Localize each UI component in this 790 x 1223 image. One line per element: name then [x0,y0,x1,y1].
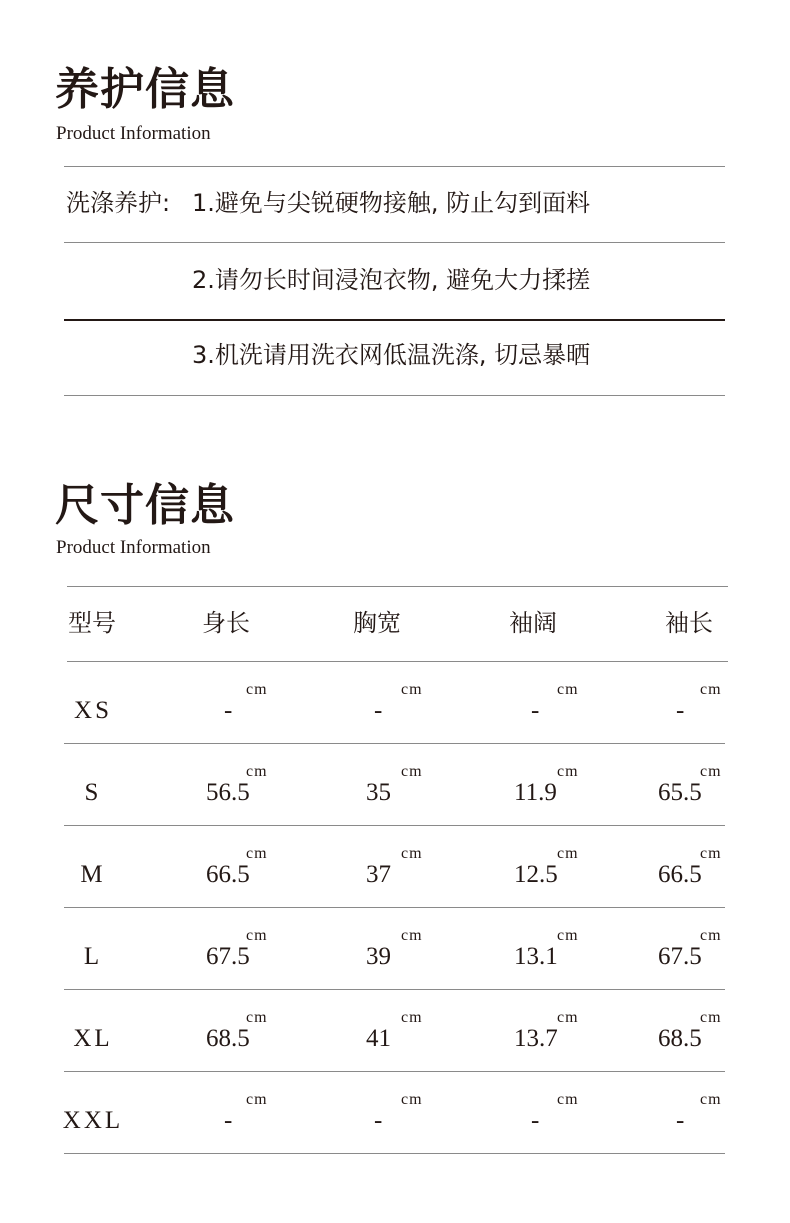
row-divider [64,1153,725,1154]
divider [64,395,725,396]
care-item-3: 3.机洗请用洗衣网低温洗涤, 切忌暴晒 [192,341,591,369]
row-divider [64,907,725,908]
care-item-2: 2.请勿长时间浸泡衣物, 避免大力揉搓 [192,266,591,294]
unit-label: cm [557,763,579,780]
unit-label: cm [246,1009,268,1026]
unit-label: cm [246,1091,268,1108]
column-header-sleeve-width: 袖阔 [509,609,557,637]
unit-label: cm [246,681,268,698]
care-title: 养护信息 [55,64,235,115]
cell-sleeve-width: - [531,697,540,724]
column-header-chest-width: 胸宽 [353,609,401,637]
unit-label: cm [557,1091,579,1108]
unit-label: cm [557,927,579,944]
size-label: XXL [62,1107,124,1134]
cell-sleeve-length: 68.5 [658,1025,702,1052]
unit-label: cm [401,1091,423,1108]
divider [64,166,725,167]
size-label: M [80,861,106,888]
cell-length: 56.5 [206,779,250,806]
cell-sleeve-length: 67.5 [658,943,702,970]
row-divider [64,989,725,990]
size-label: S [84,779,102,806]
cell-sleeve-length: 65.5 [658,779,702,806]
care-item-1: 1.避免与尖锐硬物接触, 防止勾到面料 [192,189,591,217]
care-subtitle: Product Information [56,123,211,144]
unit-label: cm [557,1009,579,1026]
table-header-divider [67,661,728,662]
cell-sleeve-width: 13.7 [514,1025,558,1052]
column-header-sleeve-length: 袖长 [665,609,713,637]
unit-label: cm [246,763,268,780]
cell-chest-width: - [374,1107,383,1134]
table-top-border [67,586,728,587]
row-divider [64,743,725,744]
cell-sleeve-width: 13.1 [514,943,558,970]
unit-label: cm [700,1009,722,1026]
row-divider [64,825,725,826]
cell-chest-width: 41 [366,1025,391,1052]
cell-length: 66.5 [206,861,250,888]
unit-label: cm [557,845,579,862]
unit-label: cm [700,845,722,862]
cell-chest-width: 39 [366,943,391,970]
row-divider [64,1071,725,1072]
cell-sleeve-length: - [676,1107,685,1134]
unit-label: cm [700,927,722,944]
cell-chest-width: - [374,697,383,724]
cell-sleeve-width: 11.9 [514,779,557,806]
cell-sleeve-length: - [676,697,685,724]
size-label: XS [74,697,112,724]
cell-length: 68.5 [206,1025,250,1052]
unit-label: cm [401,1009,423,1026]
unit-label: cm [401,681,423,698]
unit-label: cm [401,927,423,944]
column-header-size: 型号 [68,609,116,637]
cell-length: 67.5 [206,943,250,970]
cell-chest-width: 37 [366,861,391,888]
size-subtitle: Product Information [56,537,211,558]
divider [64,319,725,321]
unit-label: cm [700,763,722,780]
cell-sleeve-length: 66.5 [658,861,702,888]
unit-label: cm [401,763,423,780]
cell-sleeve-width: 12.5 [514,861,558,888]
size-label: L [83,943,103,970]
size-label: XL [73,1025,113,1052]
unit-label: cm [246,845,268,862]
cell-sleeve-width: - [531,1107,540,1134]
column-header-length: 身长 [202,609,250,637]
cell-length: - [224,1107,233,1134]
unit-label: cm [700,1091,722,1108]
unit-label: cm [401,845,423,862]
unit-label: cm [557,681,579,698]
cell-length: - [224,697,233,724]
divider [64,242,725,243]
size-title: 尺寸信息 [55,480,235,531]
unit-label: cm [246,927,268,944]
wash-care-label: 洗涤养护: [66,189,171,217]
cell-chest-width: 35 [366,779,391,806]
unit-label: cm [700,681,722,698]
